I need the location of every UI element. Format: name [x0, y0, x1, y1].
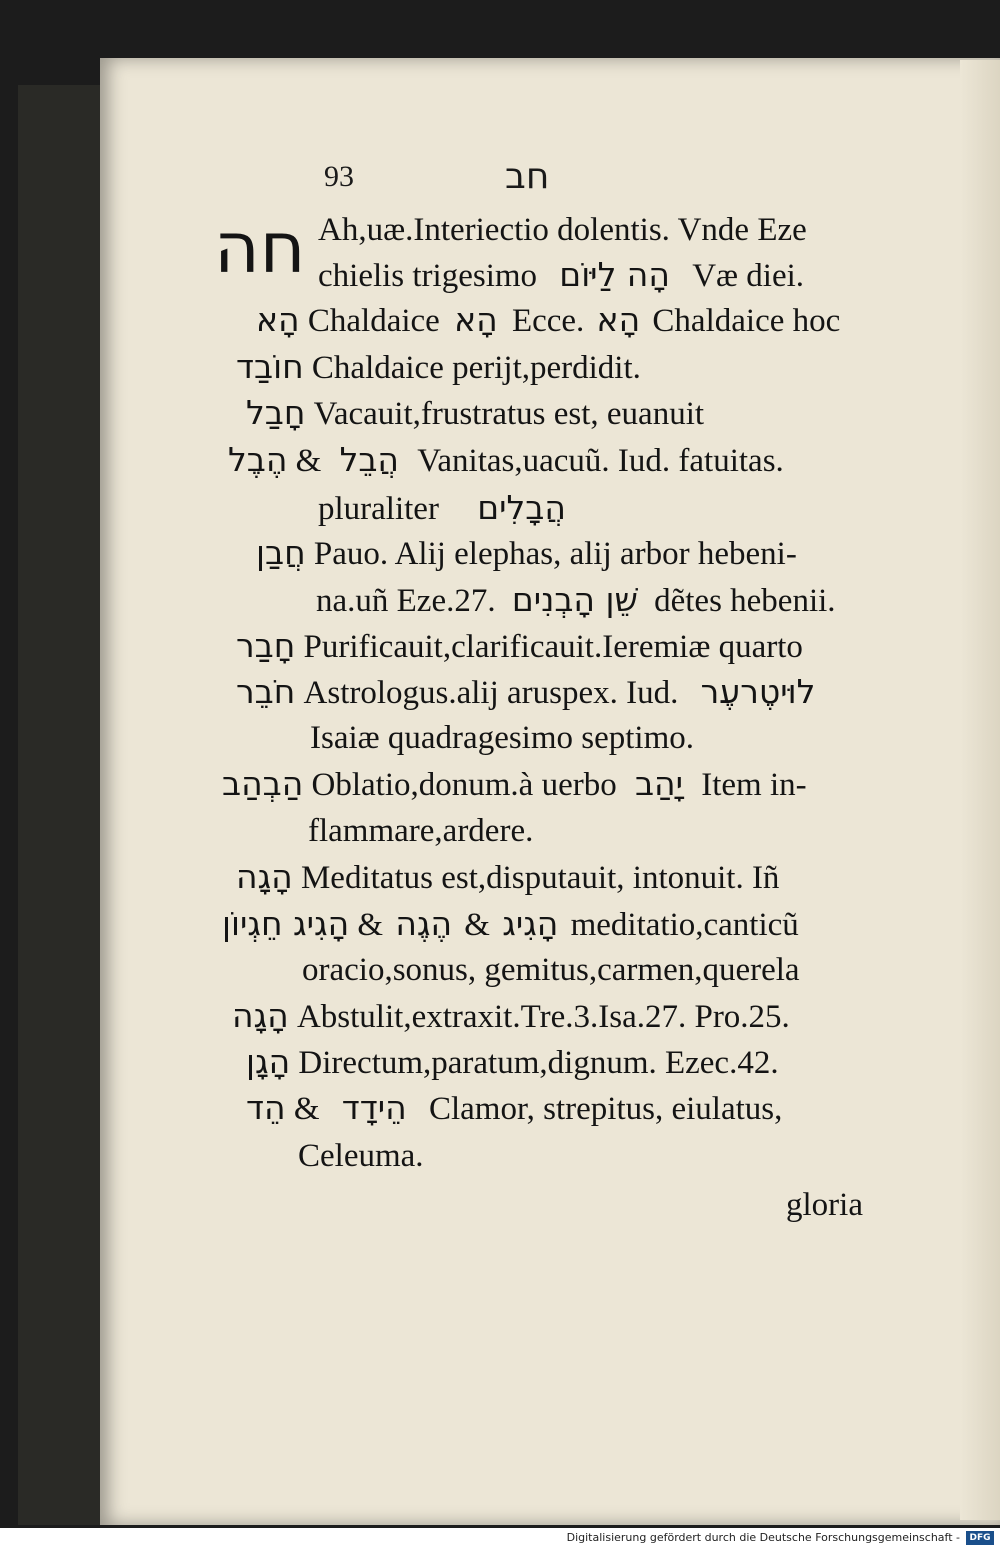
hebrew-text: שֵׁן הָבְנִים — [511, 580, 638, 619]
latin-text: & — [295, 443, 322, 479]
page-number: 93 — [324, 160, 354, 193]
latin-text: Directum,paratum,dignum. Ezec.42. — [298, 1045, 779, 1081]
latin-text: & — [357, 907, 384, 943]
latin-text: Isaiæ quadragesimo septimo. — [310, 720, 695, 756]
hebrew-text: הָה לַיּוֹם — [559, 255, 670, 294]
hebrew-headword: הָגָה — [232, 996, 289, 1035]
latin-text: Væ diei. — [692, 258, 805, 294]
catchword: gloria — [786, 1187, 863, 1223]
hebrew-headword: הָא — [256, 300, 300, 339]
text-line — [310, 718, 694, 758]
text-line — [298, 1136, 424, 1176]
hebrew-headword: הַבְהַב — [222, 764, 304, 803]
latin-text: Oblatio,donum.à uerbo — [311, 767, 617, 803]
hebrew-text: הָא — [454, 300, 498, 339]
text-line — [318, 255, 804, 296]
latin-text: na.uñ Eze.27. — [316, 583, 496, 619]
text-line — [222, 764, 807, 805]
footer-credit-text: Digitalisierung gefördert durch die Deutsche Forschungsgemeinschaft - — [566, 1531, 960, 1544]
latin-text: & — [293, 1091, 320, 1127]
latin-text: pluraliter — [318, 491, 439, 527]
hebrew-headword: חֹבֵר — [236, 672, 296, 711]
latin-text: chielis trigesimo — [318, 258, 538, 294]
text-line — [256, 300, 840, 341]
text-line — [318, 488, 566, 529]
text-line — [318, 210, 807, 250]
hebrew-headword: חָבַר — [236, 626, 296, 665]
latin-text: Abstulit,extraxit.Tre.3.Isa.27. Pro.25. — [296, 999, 790, 1035]
text-line — [236, 672, 815, 713]
latin-text: Ah,uæ.Interiectio dolentis. Vnde Eze — [318, 212, 807, 248]
hebrew-text: הָגִיג — [502, 904, 559, 943]
hebrew-headword: חֲבַן — [256, 533, 306, 572]
text-line — [222, 904, 799, 945]
hebrew-text: יָהַב — [634, 764, 683, 803]
dfg-logo: DFG — [966, 1531, 994, 1545]
hebrew-headword: הֶבֶל — [228, 440, 288, 479]
text-line — [228, 440, 784, 481]
text-line — [246, 1042, 779, 1083]
latin-text: Purificauit,clarificauit.Ieremiæ quarto — [303, 629, 803, 665]
hebrew-text: לוּיטֶרעֶר — [700, 672, 816, 711]
hebrew-headword: הָגִיג חֵגְיוֹן — [222, 904, 350, 943]
hebrew-headword: הֵד — [246, 1088, 286, 1127]
text-line — [302, 950, 800, 990]
latin-text: oracio,sonus, gemitus,carmen,querela — [302, 952, 800, 988]
hebrew-text: הָא — [596, 300, 641, 339]
latin-text: Vacauit,frustratus est, euanuit — [313, 396, 705, 432]
text-line — [246, 393, 704, 434]
hebrew-headword: הָגָה — [236, 857, 293, 896]
running-head — [0, 156, 1000, 200]
latin-text: Astrologus.alij aruspex. Iud. — [303, 675, 679, 711]
latin-text: Item in- — [701, 767, 807, 803]
latin-text: Chaldaice hoc — [652, 303, 841, 339]
text-line — [232, 996, 790, 1037]
hebrew-text: הֵידָד — [341, 1088, 407, 1127]
latin-text: Celeuma. — [298, 1138, 424, 1174]
hebrew-text: הֶגֶה — [395, 904, 453, 943]
adjacent-page-strip — [960, 60, 1000, 1520]
latin-text: Vanitas,uacuũ. Iud. fatuitas. — [417, 443, 784, 479]
hebrew-headword: חָבַל — [246, 393, 306, 432]
text-line — [236, 347, 641, 388]
text-line — [236, 626, 803, 667]
text-line — [246, 1088, 782, 1129]
latin-text: Clamor, strepitus, eiulatus, — [428, 1091, 783, 1127]
text-line — [308, 811, 533, 851]
text-line — [236, 857, 779, 898]
running-head-hebrew: חב — [505, 156, 550, 197]
latin-text: Chaldaice perijt,perdidit. — [311, 350, 641, 386]
hebrew-headword: חוֹבַד — [236, 347, 304, 386]
hebrew-text: הֲבֵל — [339, 440, 399, 479]
hebrew-headword: הָגָן — [246, 1042, 291, 1081]
latin-text: Ecce. — [511, 303, 585, 339]
latin-text: Meditatus est,disputauit, intonuit. Iñ — [300, 860, 780, 896]
initial-hebrew-headword: חה — [214, 207, 306, 289]
book-spine-edge — [18, 85, 108, 1525]
latin-text: Chaldaice — [307, 303, 440, 339]
latin-text: dẽtes hebenii. — [654, 583, 836, 619]
text-line — [256, 533, 797, 574]
text-line — [316, 580, 836, 621]
latin-text: meditatio,canticũ — [570, 907, 799, 943]
hebrew-text: הֲבָלִים — [477, 488, 566, 527]
latin-text: Pauo. Alij elephas, alij arbor hebeni- — [313, 536, 797, 572]
digitization-footer — [0, 1528, 1000, 1549]
latin-text: & — [464, 907, 490, 943]
latin-text: flammare,ardere. — [308, 813, 534, 849]
